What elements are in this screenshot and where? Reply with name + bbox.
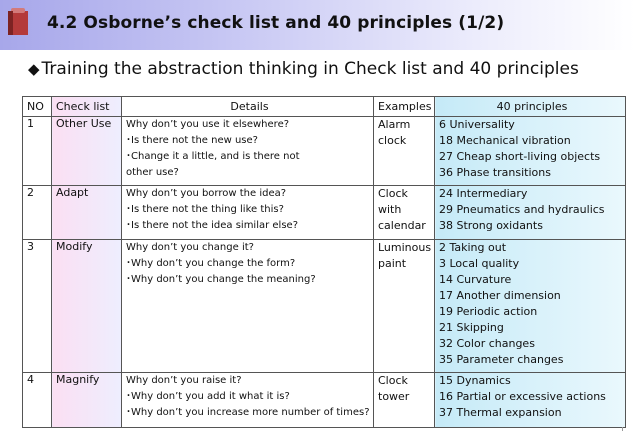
subtitle	[28, 59, 579, 79]
page-title: 4.2 Osborne’s check list and 40 principles (1/2)	[47, 13, 505, 33]
principle-item: 16 Partial or excessive actions	[439, 390, 606, 403]
principles-cell	[435, 117, 626, 186]
examples-cell	[374, 186, 435, 240]
principle-item: 15 Dynamics	[439, 374, 511, 387]
header-bar	[0, 0, 635, 50]
details-cell	[122, 186, 374, 240]
principle-item: 36 Phase transitions	[439, 166, 551, 179]
details-line: ･Is there not the thing like this?	[126, 204, 284, 215]
example-line: Clock	[378, 374, 408, 387]
example-line: paint	[378, 257, 407, 270]
principle-item: 21 Skipping	[439, 321, 504, 334]
principle-item: 17 Another dimension	[439, 289, 561, 302]
details-line: ･Why don’t you increase more number of times?	[126, 407, 370, 418]
table-row	[23, 240, 626, 373]
principle-item: 3 Local quality	[439, 257, 520, 270]
details-line: Why don’t you use it elsewhere?	[126, 119, 290, 130]
principles-cell	[435, 240, 626, 373]
details-line: Why don’t you borrow the idea?	[126, 188, 287, 199]
row-number: 3	[23, 240, 52, 373]
diamond-bullet-icon: ◆	[28, 60, 40, 78]
check-list-item: Magnify	[52, 373, 122, 428]
subtitle-text: Training the abstraction thinking in Check list and 40 principles	[41, 59, 579, 79]
row-number: 1	[23, 117, 52, 186]
principle-item: 35 Parameter changes	[439, 353, 564, 366]
check-list-item: Adapt	[52, 186, 122, 240]
table-header-row	[23, 97, 626, 117]
principle-item: 32 Color changes	[439, 337, 535, 350]
example-line: Alarm	[378, 118, 411, 131]
check-list-item: Modify	[52, 240, 122, 373]
principle-item: 14 Curvature	[439, 273, 512, 286]
details-line: ･Is there not the new use?	[126, 135, 258, 146]
examples-cell	[374, 240, 435, 373]
details-line: ･Why don’t you change the meaning?	[126, 274, 316, 285]
header-details: Details	[122, 97, 374, 117]
examples-cell	[374, 373, 435, 428]
principle-item: 29 Pneumatics and hydraulics	[439, 203, 605, 216]
principle-item: 18 Mechanical vibration	[439, 134, 571, 147]
example-line: calendar	[378, 219, 426, 232]
details-cell	[122, 117, 374, 186]
details-line: ･Change it a little, and is there not	[126, 151, 300, 162]
example-line: with	[378, 203, 402, 216]
principle-item: 37 Thermal expansion	[439, 406, 562, 419]
example-line: Luminous	[378, 241, 432, 254]
example-line: Clock	[378, 187, 408, 200]
details-line: other use?	[126, 167, 179, 178]
details-line: Why don’t you raise it?	[126, 375, 242, 386]
principle-item: 2 Taking out	[439, 241, 507, 254]
principle-item: 27 Cheap short-living objects	[439, 150, 601, 163]
details-cell	[122, 373, 374, 428]
checklist-table	[22, 96, 626, 428]
principles-cell	[435, 186, 626, 240]
principle-item: 6 Universality	[439, 118, 515, 131]
table-row	[23, 186, 626, 240]
details-line: ･Why don’t you add it what it is?	[126, 391, 290, 402]
principle-item: 19 Periodic action	[439, 305, 538, 318]
header-check-list: Check list	[52, 97, 122, 117]
details-line: Why don’t you change it?	[126, 242, 254, 253]
table-row	[23, 373, 626, 428]
book-icon	[8, 11, 28, 35]
header-no: NO	[23, 97, 52, 117]
row-number: 2	[23, 186, 52, 240]
examples-cell	[374, 117, 435, 186]
header-40-principles: 40 principles	[435, 97, 626, 117]
example-line: clock	[378, 134, 407, 147]
principles-cell	[435, 373, 626, 428]
page-corner-mark	[622, 427, 627, 431]
example-line: tower	[378, 390, 410, 403]
row-number: 4	[23, 373, 52, 428]
principle-item: 24 Intermediary	[439, 187, 528, 200]
details-cell	[122, 240, 374, 373]
check-list-item: Other Use	[52, 117, 122, 186]
details-line: ･Why don’t you change the form?	[126, 258, 296, 269]
details-line: ･Is there not the idea similar else?	[126, 220, 299, 231]
table-row	[23, 117, 626, 186]
header-examples: Examples	[374, 97, 435, 117]
principle-item: 38 Strong oxidants	[439, 219, 543, 232]
